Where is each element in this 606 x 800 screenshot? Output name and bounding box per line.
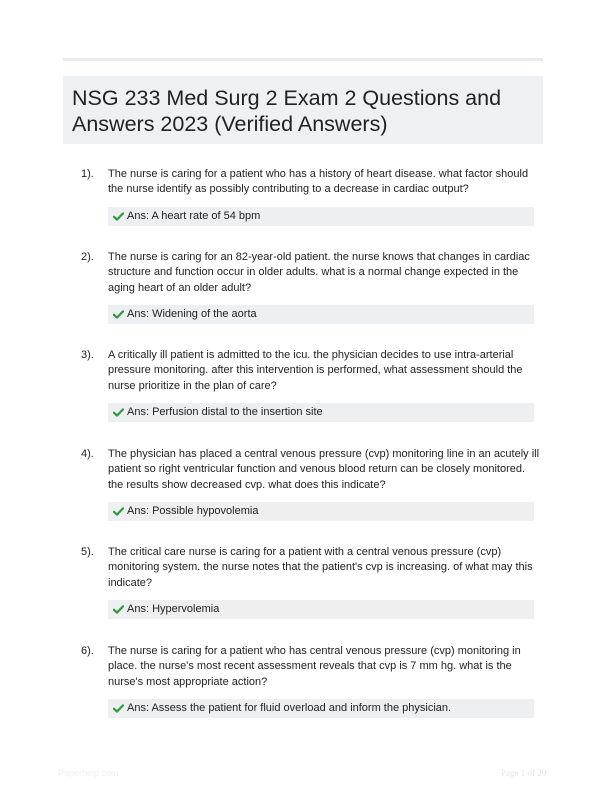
question-number: 5). bbox=[81, 546, 94, 558]
answer-box bbox=[108, 502, 534, 521]
question-number: 6). bbox=[81, 645, 94, 657]
qa-item-2 bbox=[81, 250, 541, 324]
question-number: 2). bbox=[81, 251, 94, 263]
question-text: The physician has placed a central venous pressure (cvp) monitoring line in an acutely ill patient so right ventricular function and venous blood return can be closely monitored. the results show decreased cvp. what does this indicate? bbox=[108, 448, 540, 491]
question-number: 1). bbox=[81, 168, 94, 180]
qa-item-5 bbox=[81, 545, 541, 619]
question-number: 3). bbox=[81, 349, 94, 361]
qa-item-6 bbox=[81, 644, 541, 718]
title-banner bbox=[63, 76, 543, 144]
footer-watermark: Paperhelp.com bbox=[58, 768, 119, 778]
qa-item-1 bbox=[81, 167, 541, 226]
answer-text: Ans: Hypervolemia bbox=[127, 603, 220, 616]
question-text: The nurse is caring for an 82-year-old patient. the nurse knows that changes in cardiac structure and function occur in older adults. what is a normal change expected in the aging heart of an older adult? bbox=[108, 251, 530, 294]
answer-box bbox=[108, 600, 534, 619]
question-text: The nurse is caring for a patient who has central venous pressure (cvp) monitoring in place. the nurse's most recent assessment reveals that cvp is 7 mm hg. what is the nurse's most appropriate action? bbox=[108, 645, 521, 688]
qa-item-3 bbox=[81, 348, 541, 422]
answer-text: Ans: Widening of the aorta bbox=[127, 308, 257, 321]
question-number: 4). bbox=[81, 448, 94, 460]
answer-box bbox=[108, 699, 534, 718]
answer-box bbox=[108, 207, 534, 226]
answer-box bbox=[108, 403, 534, 422]
answer-text: Ans: Assess the patient for fluid overload and inform the physician. bbox=[127, 702, 452, 715]
question-text: The nurse is caring for a patient who has a history of heart disease. what factor should the nurse identify as possibly contributing to a decrease in cardiac output? bbox=[108, 168, 529, 196]
answer-text: Ans: Possible hypovolemia bbox=[127, 505, 259, 518]
top-divider bbox=[63, 58, 543, 61]
answer-text: Ans: A heart rate of 54 bpm bbox=[127, 209, 261, 222]
page-title: NSG 233 Med Surg 2 Exam 2 Questions and Answers 2023 (Verified Answers) bbox=[72, 86, 502, 136]
check-icon bbox=[113, 212, 124, 221]
answer-box bbox=[108, 305, 534, 324]
check-icon bbox=[113, 605, 124, 614]
page-number: Page 1 of 20 bbox=[501, 768, 547, 778]
question-text: The critical care nurse is caring for a patient with a central venous pressure (cvp) monitoring system. the nurse notes that the patient's cvp is increasing. of what may this indicate? bbox=[108, 546, 533, 589]
answer-text: Ans: Perfusion distal to the insertion site bbox=[127, 406, 323, 419]
check-icon bbox=[113, 408, 124, 417]
check-icon bbox=[113, 704, 124, 713]
check-icon bbox=[113, 310, 124, 319]
check-icon bbox=[113, 507, 124, 516]
qa-item-4 bbox=[81, 447, 541, 521]
question-text: A critically ill patient is admitted to the icu. the physician decides to use intra-arterial pressure monitoring. after this intervention is performed, what assessment should the nurse prioritize in the plan of care? bbox=[108, 349, 523, 392]
